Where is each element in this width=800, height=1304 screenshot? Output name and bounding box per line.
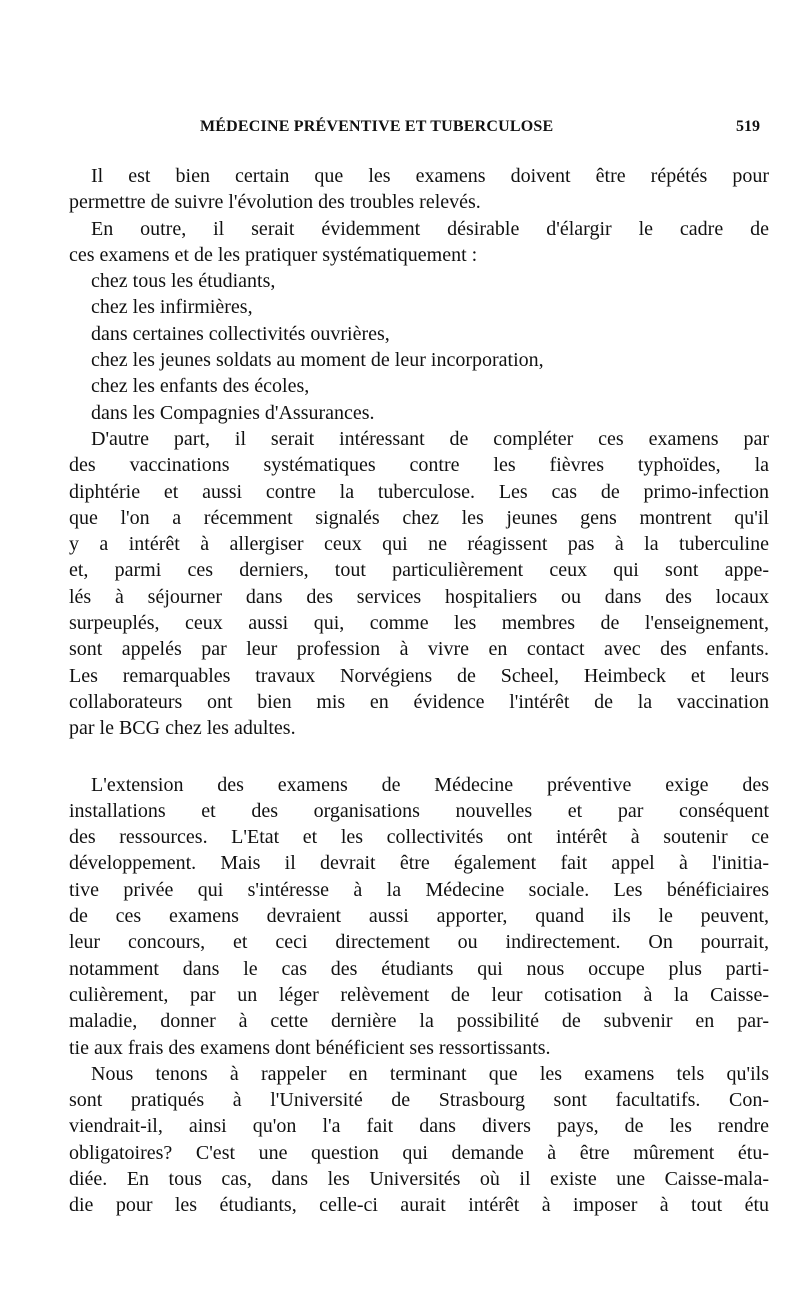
- section-gap: [69, 742, 769, 772]
- text-line: développement. Mais il devrait être également fait appel à l'initia-: [69, 852, 769, 875]
- list-item: chez les infirmières,: [91, 296, 253, 319]
- list-item: chez les enfants des écoles,: [91, 375, 310, 398]
- text-line: y a intérêt à allergiser ceux qui ne réagissent pas à la tuberculine: [69, 533, 769, 556]
- text-line: D'autre part, il serait intéressant de compléter ces examens par: [91, 427, 769, 450]
- text-line: En outre, il serait évidemment désirable d'élargir le cadre de: [91, 217, 769, 240]
- list: [69, 268, 769, 426]
- text-line: diphtérie et aussi contre la tuberculose. Les cas de primo-infection: [69, 480, 769, 503]
- text-line: des vaccinations systématiques contre les fièvres typhoïdes, la: [69, 454, 769, 477]
- list-item: dans certaines collectivités ouvrières,: [91, 322, 390, 345]
- text-line: L'extension des examens de Médecine préventive exige des: [91, 773, 769, 796]
- running-title: MÉDECINE PRÉVENTIVE ET TUBERCULOSE: [200, 118, 554, 135]
- text-line: sont pratiqués à l'Université de Strasbourg sont facultatifs. Con-: [69, 1089, 769, 1112]
- running-head: [70, 118, 760, 142]
- text-line: de ces examens devraient aussi apporter, quand ils le peuvent,: [69, 905, 769, 928]
- text-line: collaborateurs ont bien mis en évidence l'intérêt de la vaccination: [69, 690, 769, 713]
- paragraph-3: [69, 426, 769, 742]
- text-line: notamment dans le cas des étudiants qui nous occupe plus parti-: [69, 957, 769, 980]
- text-line: leur concours, et ceci directement ou indirectement. On pourrait,: [69, 931, 769, 954]
- text-line: viendrait-il, ainsi qu'on l'a fait dans divers pays, de les rendre: [69, 1115, 769, 1138]
- text-line: et, parmi ces derniers, tout particulièrement ceux qui sont appe-: [69, 559, 769, 582]
- list-item: chez les jeunes soldats au moment de leur incorporation,: [91, 349, 544, 372]
- text-line: sont appelés par leur profession à vivre en contact avec des enfants.: [69, 638, 769, 661]
- paragraph-1: [69, 163, 769, 216]
- text-line: maladie, donner à cette dernière la possibilité de subvenir en par-: [69, 1010, 769, 1033]
- text-line: par le BCG chez les adultes.: [69, 717, 296, 740]
- text-line: surpeuplés, ceux aussi qui, comme les membres de l'enseignement,: [69, 612, 769, 635]
- text-line: des ressources. L'Etat et les collectivités ont intérêt à soutenir ce: [69, 826, 769, 849]
- text-line: lés à séjourner dans des services hospitaliers ou dans des locaux: [69, 585, 769, 608]
- text-line: diée. En tous cas, dans les Universités où il existe une Caisse-mala-: [69, 1167, 769, 1190]
- text-line: Les remarquables travaux Norvégiens de Scheel, Heimbeck et leurs: [69, 664, 769, 687]
- list-item: dans les Compagnies d'Assurances.: [91, 401, 375, 424]
- paragraph-4: [69, 772, 769, 1061]
- text-line: installations et des organisations nouvelles et par conséquent: [69, 799, 769, 822]
- text-line: obligatoires? C'est une question qui demande à être mûrement étu-: [69, 1141, 769, 1164]
- text-line: tie aux frais des examens dont bénéficient ses ressortissants.: [69, 1036, 551, 1059]
- text-line: tive privée qui s'intéresse à la Médecine sociale. Les bénéficiaires: [69, 878, 769, 901]
- list-item: chez tous les étudiants,: [91, 270, 276, 293]
- text-line: culièrement, par un léger relèvement de leur cotisation à la Caisse-: [69, 983, 769, 1006]
- text-line: que l'on a récemment signalés chez les jeunes gens montrent qu'il: [69, 506, 769, 529]
- paragraph-5: [69, 1061, 769, 1219]
- body-text: [69, 163, 769, 1219]
- text-line: die pour les étudiants, celle-ci aurait intérêt à imposer à tout étu: [69, 1194, 769, 1217]
- text-line: ces examens et de les pratiquer systématiquement :: [69, 243, 478, 266]
- text-line: permettre de suivre l'évolution des troubles relevés.: [69, 191, 481, 214]
- paragraph-2: [69, 216, 769, 269]
- text-line: Il est bien certain que les examens doivent être répétés pour: [91, 165, 769, 187]
- text-line: Nous tenons à rappeler en terminant que les examens tels qu'ils: [91, 1062, 769, 1085]
- page-number: 519: [736, 118, 760, 135]
